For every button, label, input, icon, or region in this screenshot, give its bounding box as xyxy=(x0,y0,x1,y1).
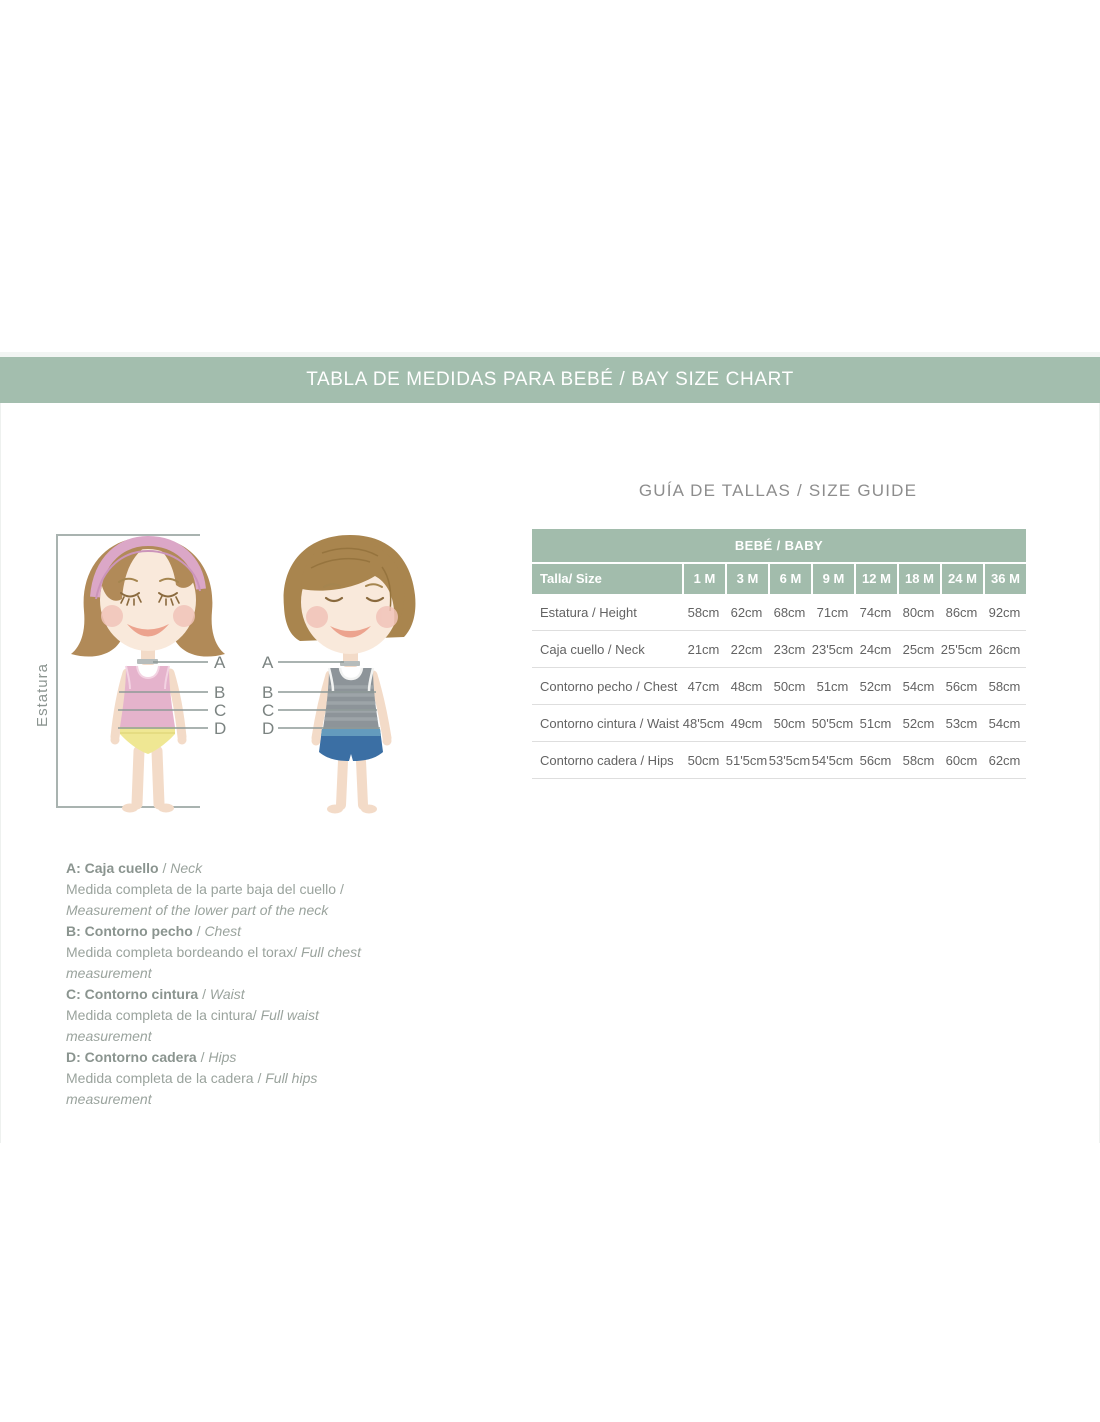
table-row xyxy=(532,631,1026,668)
page-header xyxy=(0,357,1100,403)
girl-marker-b: B xyxy=(214,683,226,702)
height-label: Estatura xyxy=(34,663,51,727)
measure-value: 58cm xyxy=(988,678,1021,694)
table-row xyxy=(532,668,1026,705)
measure-value: 71cm xyxy=(816,604,849,620)
measure-value: 54'5cm xyxy=(811,752,854,768)
measure-value: 60cm xyxy=(945,752,978,768)
measure-value: 58cm xyxy=(687,604,720,620)
measure-value: 23cm xyxy=(773,641,806,657)
column-header-size: 3 M xyxy=(725,564,768,594)
measure-value: 86cm xyxy=(945,604,978,620)
measure-value: 56cm xyxy=(945,678,978,694)
legend-item xyxy=(66,858,398,921)
measure-value: 56cm xyxy=(859,752,892,768)
legend-term-line: D: Contorno cadera / Hips xyxy=(66,1049,237,1065)
children-illustration xyxy=(30,523,450,843)
row-label: Contorno pecho / Chest xyxy=(540,678,678,694)
column-header-size: 6 M xyxy=(768,564,811,594)
measure-value: 80cm xyxy=(902,604,935,620)
boy-marker-d: D xyxy=(262,719,275,738)
measure-value: 51cm xyxy=(859,715,892,731)
measure-value: 49cm xyxy=(730,715,763,731)
girl-underwear xyxy=(120,727,175,754)
legend-desc-line: Medida completa de la parte baja del cuello / Measurement of the lower part of the neck xyxy=(66,881,344,918)
legend-term-line: A: Caja cuello / Neck xyxy=(66,860,203,876)
measure-value: 48'5cm xyxy=(682,715,725,731)
row-label: Estatura / Height xyxy=(540,604,637,620)
measure-value: 22cm xyxy=(730,641,763,657)
measure-value: 52cm xyxy=(859,678,892,694)
girl-marker-letters xyxy=(214,653,226,738)
row-label: Caja cuello / Neck xyxy=(540,641,645,657)
size-table xyxy=(532,529,1026,779)
measure-value: 48cm xyxy=(730,678,763,694)
boy-legs xyxy=(341,761,363,805)
measure-value: 50cm xyxy=(773,678,806,694)
boy-marker-letters xyxy=(262,653,274,738)
legend-term-line: B: Contorno pecho / Chest xyxy=(66,923,242,939)
boy-figure xyxy=(284,535,416,814)
measure-value: 54cm xyxy=(902,678,935,694)
column-header-size: 1 M xyxy=(682,564,725,594)
measure-value: 50cm xyxy=(687,752,720,768)
table-row xyxy=(532,705,1026,742)
table-row xyxy=(532,594,1026,631)
girl-marker-d: D xyxy=(214,719,227,738)
measure-value: 53'5cm xyxy=(768,752,811,768)
legend-desc-line: Medida completa bordeando el torax/ Full chest measurement xyxy=(66,944,361,981)
measure-value: 47cm xyxy=(687,678,720,694)
girl-legs xyxy=(137,751,159,804)
girl-marker-c: C xyxy=(214,701,227,720)
table-group-header: BEBÉ / BABY xyxy=(532,529,1026,562)
measure-value: 26cm xyxy=(988,641,1021,657)
measure-value: 62cm xyxy=(730,604,763,620)
page-title: TABLA DE MEDIDAS PARA BEBÉ / BAY SIZE CHART xyxy=(306,369,794,390)
measure-value: 58cm xyxy=(902,752,935,768)
legend-term-line: C: Contorno cintura / Waist xyxy=(66,986,245,1002)
boy-feet xyxy=(327,805,377,814)
measure-value: 54cm xyxy=(988,715,1021,731)
legend-item xyxy=(66,921,398,984)
girl-figure xyxy=(71,537,225,813)
measure-value: 53cm xyxy=(945,715,978,731)
measure-value: 92cm xyxy=(988,604,1021,620)
legend-item xyxy=(66,1047,398,1110)
table-row xyxy=(532,742,1026,779)
boy-marker-c: C xyxy=(262,701,275,720)
measure-value: 25cm xyxy=(902,641,935,657)
measure-value: 51'5cm xyxy=(725,752,768,768)
table-header-row xyxy=(532,564,1026,594)
legend-desc-line: Medida completa de la cintura/ Full waist measurement xyxy=(66,1007,319,1044)
measure-value: 52cm xyxy=(902,715,935,731)
measure-value: 50'5cm xyxy=(811,715,854,731)
measure-value: 51cm xyxy=(816,678,849,694)
measure-value: 21cm xyxy=(687,641,720,657)
measurement-legend xyxy=(66,858,398,1110)
column-header-size: 18 M xyxy=(897,564,940,594)
boy-marker-a: A xyxy=(262,653,274,672)
row-label: Contorno cintura / Waist xyxy=(540,715,679,731)
column-header-size: 36 M xyxy=(983,564,1026,594)
measure-value: 50cm xyxy=(773,715,806,731)
measure-value: 62cm xyxy=(988,752,1021,768)
size-guide-title: GUÍA DE TALLAS / SIZE GUIDE xyxy=(638,481,918,500)
girl-marker-a: A xyxy=(214,653,226,672)
column-header-talla: Talla/ Size xyxy=(540,571,602,586)
column-header-size: 9 M xyxy=(811,564,854,594)
boy-marker-b: B xyxy=(262,683,274,702)
measure-value: 25'5cm xyxy=(940,641,983,657)
boy-shorts-waistband xyxy=(321,729,381,736)
measure-value: 23'5cm xyxy=(811,641,854,657)
measure-value: 74cm xyxy=(859,604,892,620)
column-header-size: 12 M xyxy=(854,564,897,594)
measure-value: 68cm xyxy=(773,604,806,620)
measure-value: 24cm xyxy=(859,641,892,657)
legend-item xyxy=(66,984,398,1047)
column-header-size: 24 M xyxy=(940,564,983,594)
row-label: Contorno cadera / Hips xyxy=(540,752,674,768)
legend-desc-line: Medida completa de la cadera / Full hips measurement xyxy=(66,1070,318,1107)
